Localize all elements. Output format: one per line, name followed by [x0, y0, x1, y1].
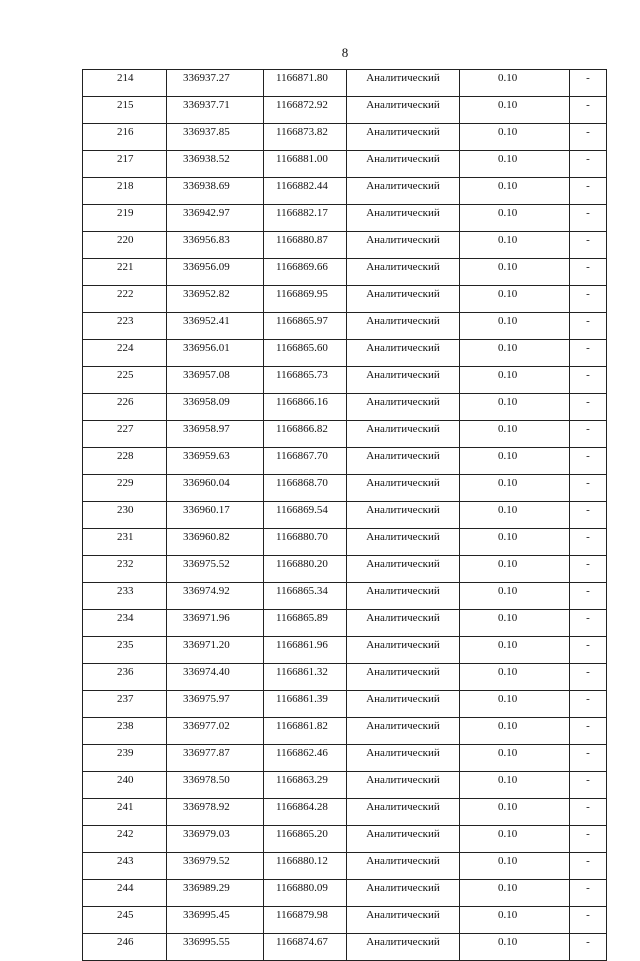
method-cell: Аналитический [347, 232, 460, 259]
method-cell: Аналитический [347, 637, 460, 664]
method-cell: Аналитический [347, 97, 460, 124]
accuracy-cell: 0.10 [460, 583, 570, 610]
table-row [83, 232, 607, 259]
method-cell: Аналитический [347, 772, 460, 799]
y-coordinate-cell: 1166881.00 [264, 151, 347, 178]
accuracy-cell: 0.10 [460, 691, 570, 718]
x-coordinate-cell: 336979.52 [167, 853, 264, 880]
accuracy-cell: 0.10 [460, 853, 570, 880]
accuracy-cell: 0.10 [460, 367, 570, 394]
extra-cell: - [570, 475, 607, 502]
x-coordinate-cell: 336978.92 [167, 799, 264, 826]
point-number-cell: 236 [83, 664, 167, 691]
extra-cell: - [570, 880, 607, 907]
method-cell: Аналитический [347, 799, 460, 826]
y-coordinate-cell: 1166861.32 [264, 664, 347, 691]
extra-cell: - [570, 394, 607, 421]
point-number-cell: 246 [83, 934, 167, 961]
point-number-cell: 238 [83, 718, 167, 745]
point-number-cell: 223 [83, 313, 167, 340]
accuracy-cell: 0.10 [460, 232, 570, 259]
method-cell: Аналитический [347, 340, 460, 367]
accuracy-cell: 0.10 [460, 151, 570, 178]
method-cell: Аналитический [347, 394, 460, 421]
x-coordinate-cell: 336977.02 [167, 718, 264, 745]
accuracy-cell: 0.10 [460, 529, 570, 556]
table-row [83, 340, 607, 367]
accuracy-cell: 0.10 [460, 97, 570, 124]
y-coordinate-cell: 1166882.44 [264, 178, 347, 205]
accuracy-cell: 0.10 [460, 799, 570, 826]
point-number-cell: 224 [83, 340, 167, 367]
point-number-cell: 244 [83, 880, 167, 907]
x-coordinate-cell: 336974.92 [167, 583, 264, 610]
table-row [83, 826, 607, 853]
method-cell: Аналитический [347, 286, 460, 313]
x-coordinate-cell: 336978.50 [167, 772, 264, 799]
extra-cell: - [570, 772, 607, 799]
x-coordinate-cell: 336960.82 [167, 529, 264, 556]
extra-cell: - [570, 610, 607, 637]
point-number-cell: 241 [83, 799, 167, 826]
method-cell: Аналитический [347, 907, 460, 934]
table-row [83, 394, 607, 421]
table-row [83, 124, 607, 151]
table-row [83, 853, 607, 880]
point-number-cell: 245 [83, 907, 167, 934]
y-coordinate-cell: 1166866.16 [264, 394, 347, 421]
y-coordinate-cell: 1166869.66 [264, 259, 347, 286]
x-coordinate-cell: 336971.96 [167, 610, 264, 637]
x-coordinate-cell: 336957.08 [167, 367, 264, 394]
extra-cell: - [570, 583, 607, 610]
extra-cell: - [570, 259, 607, 286]
accuracy-cell: 0.10 [460, 313, 570, 340]
extra-cell: - [570, 97, 607, 124]
y-coordinate-cell: 1166865.60 [264, 340, 347, 367]
extra-cell: - [570, 151, 607, 178]
accuracy-cell: 0.10 [460, 124, 570, 151]
method-cell: Аналитический [347, 583, 460, 610]
y-coordinate-cell: 1166872.92 [264, 97, 347, 124]
x-coordinate-cell: 336952.41 [167, 313, 264, 340]
x-coordinate-cell: 336937.27 [167, 70, 264, 97]
table-row [83, 718, 607, 745]
table-row [83, 610, 607, 637]
point-number-cell: 217 [83, 151, 167, 178]
accuracy-cell: 0.10 [460, 556, 570, 583]
point-number-cell: 242 [83, 826, 167, 853]
table-row [83, 745, 607, 772]
accuracy-cell: 0.10 [460, 664, 570, 691]
x-coordinate-cell: 336942.97 [167, 205, 264, 232]
accuracy-cell: 0.10 [460, 880, 570, 907]
extra-cell: - [570, 502, 607, 529]
point-number-cell: 237 [83, 691, 167, 718]
accuracy-cell: 0.10 [460, 745, 570, 772]
y-coordinate-cell: 1166880.70 [264, 529, 347, 556]
table-row [83, 556, 607, 583]
point-number-cell: 222 [83, 286, 167, 313]
extra-cell: - [570, 826, 607, 853]
extra-cell: - [570, 799, 607, 826]
extra-cell: - [570, 367, 607, 394]
x-coordinate-cell: 336937.85 [167, 124, 264, 151]
x-coordinate-cell: 336952.82 [167, 286, 264, 313]
method-cell: Аналитический [347, 367, 460, 394]
accuracy-cell: 0.10 [460, 421, 570, 448]
accuracy-cell: 0.10 [460, 718, 570, 745]
extra-cell: - [570, 448, 607, 475]
extra-cell: - [570, 664, 607, 691]
table-row [83, 475, 607, 502]
x-coordinate-cell: 336971.20 [167, 637, 264, 664]
table-row [83, 907, 607, 934]
table-row [83, 637, 607, 664]
x-coordinate-cell: 336960.04 [167, 475, 264, 502]
point-number-cell: 240 [83, 772, 167, 799]
y-coordinate-cell: 1166867.70 [264, 448, 347, 475]
method-cell: Аналитический [347, 853, 460, 880]
table-row [83, 259, 607, 286]
method-cell: Аналитический [347, 664, 460, 691]
y-coordinate-cell: 1166863.29 [264, 772, 347, 799]
table-row [83, 934, 607, 961]
method-cell: Аналитический [347, 556, 460, 583]
y-coordinate-cell: 1166869.95 [264, 286, 347, 313]
x-coordinate-cell: 336974.40 [167, 664, 264, 691]
method-cell: Аналитический [347, 880, 460, 907]
extra-cell: - [570, 286, 607, 313]
point-number-cell: 226 [83, 394, 167, 421]
y-coordinate-cell: 1166868.70 [264, 475, 347, 502]
accuracy-cell: 0.10 [460, 907, 570, 934]
point-number-cell: 214 [83, 70, 167, 97]
table-row [83, 367, 607, 394]
point-number-cell: 225 [83, 367, 167, 394]
y-coordinate-cell: 1166862.46 [264, 745, 347, 772]
point-number-cell: 233 [83, 583, 167, 610]
y-coordinate-cell: 1166874.67 [264, 934, 347, 961]
x-coordinate-cell: 336977.87 [167, 745, 264, 772]
table-row [83, 313, 607, 340]
table-row [83, 772, 607, 799]
extra-cell: - [570, 70, 607, 97]
x-coordinate-cell: 336989.29 [167, 880, 264, 907]
y-coordinate-cell: 1166864.28 [264, 799, 347, 826]
y-coordinate-cell: 1166869.54 [264, 502, 347, 529]
accuracy-cell: 0.10 [460, 340, 570, 367]
table-row [83, 178, 607, 205]
method-cell: Аналитический [347, 718, 460, 745]
accuracy-cell: 0.10 [460, 259, 570, 286]
method-cell: Аналитический [347, 205, 460, 232]
table-row [83, 421, 607, 448]
point-number-cell: 232 [83, 556, 167, 583]
extra-cell: - [570, 718, 607, 745]
point-number-cell: 235 [83, 637, 167, 664]
extra-cell: - [570, 853, 607, 880]
extra-cell: - [570, 178, 607, 205]
point-number-cell: 228 [83, 448, 167, 475]
table-row [83, 448, 607, 475]
accuracy-cell: 0.10 [460, 448, 570, 475]
method-cell: Аналитический [347, 934, 460, 961]
x-coordinate-cell: 336956.83 [167, 232, 264, 259]
table-row [83, 151, 607, 178]
y-coordinate-cell: 1166871.80 [264, 70, 347, 97]
y-coordinate-cell: 1166866.82 [264, 421, 347, 448]
y-coordinate-cell: 1166880.20 [264, 556, 347, 583]
x-coordinate-cell: 336959.63 [167, 448, 264, 475]
point-number-cell: 218 [83, 178, 167, 205]
y-coordinate-cell: 1166880.87 [264, 232, 347, 259]
table-row [83, 97, 607, 124]
x-coordinate-cell: 336995.45 [167, 907, 264, 934]
extra-cell: - [570, 934, 607, 961]
method-cell: Аналитический [347, 745, 460, 772]
method-cell: Аналитический [347, 70, 460, 97]
x-coordinate-cell: 336958.97 [167, 421, 264, 448]
table-row [83, 529, 607, 556]
accuracy-cell: 0.10 [460, 826, 570, 853]
point-number-cell: 219 [83, 205, 167, 232]
extra-cell: - [570, 907, 607, 934]
y-coordinate-cell: 1166865.34 [264, 583, 347, 610]
table-row [83, 799, 607, 826]
accuracy-cell: 0.10 [460, 178, 570, 205]
y-coordinate-cell: 1166861.82 [264, 718, 347, 745]
coordinates-table-body [83, 70, 607, 961]
point-number-cell: 231 [83, 529, 167, 556]
method-cell: Аналитический [347, 151, 460, 178]
point-number-cell: 239 [83, 745, 167, 772]
point-number-cell: 216 [83, 124, 167, 151]
accuracy-cell: 0.10 [460, 70, 570, 97]
y-coordinate-cell: 1166879.98 [264, 907, 347, 934]
extra-cell: - [570, 691, 607, 718]
extra-cell: - [570, 340, 607, 367]
accuracy-cell: 0.10 [460, 286, 570, 313]
method-cell: Аналитический [347, 259, 460, 286]
table-row [83, 880, 607, 907]
method-cell: Аналитический [347, 529, 460, 556]
y-coordinate-cell: 1166882.17 [264, 205, 347, 232]
point-number-cell: 230 [83, 502, 167, 529]
method-cell: Аналитический [347, 178, 460, 205]
x-coordinate-cell: 336979.03 [167, 826, 264, 853]
table-row [83, 664, 607, 691]
point-number-cell: 221 [83, 259, 167, 286]
y-coordinate-cell: 1166865.89 [264, 610, 347, 637]
table-row [83, 583, 607, 610]
accuracy-cell: 0.10 [460, 394, 570, 421]
table-row [83, 691, 607, 718]
point-number-cell: 234 [83, 610, 167, 637]
extra-cell: - [570, 556, 607, 583]
y-coordinate-cell: 1166865.20 [264, 826, 347, 853]
accuracy-cell: 0.10 [460, 502, 570, 529]
table-row [83, 502, 607, 529]
table-row [83, 205, 607, 232]
page-number: 8 [341, 45, 349, 60]
extra-cell: - [570, 745, 607, 772]
y-coordinate-cell: 1166861.39 [264, 691, 347, 718]
method-cell: Аналитический [347, 610, 460, 637]
extra-cell: - [570, 232, 607, 259]
y-coordinate-cell: 1166880.09 [264, 880, 347, 907]
y-coordinate-cell: 1166865.97 [264, 313, 347, 340]
extra-cell: - [570, 637, 607, 664]
x-coordinate-cell: 336937.71 [167, 97, 264, 124]
y-coordinate-cell: 1166865.73 [264, 367, 347, 394]
method-cell: Аналитический [347, 475, 460, 502]
extra-cell: - [570, 205, 607, 232]
method-cell: Аналитический [347, 502, 460, 529]
x-coordinate-cell: 336958.09 [167, 394, 264, 421]
x-coordinate-cell: 336938.69 [167, 178, 264, 205]
x-coordinate-cell: 336956.09 [167, 259, 264, 286]
extra-cell: - [570, 124, 607, 151]
point-number-cell: 227 [83, 421, 167, 448]
y-coordinate-cell: 1166880.12 [264, 853, 347, 880]
y-coordinate-cell: 1166861.96 [264, 637, 347, 664]
method-cell: Аналитический [347, 691, 460, 718]
point-number-cell: 215 [83, 97, 167, 124]
x-coordinate-cell: 336995.55 [167, 934, 264, 961]
table-row [83, 70, 607, 97]
coordinates-table [82, 69, 607, 961]
extra-cell: - [570, 421, 607, 448]
x-coordinate-cell: 336975.52 [167, 556, 264, 583]
point-number-cell: 243 [83, 853, 167, 880]
y-coordinate-cell: 1166873.82 [264, 124, 347, 151]
method-cell: Аналитический [347, 421, 460, 448]
table-row [83, 286, 607, 313]
method-cell: Аналитический [347, 313, 460, 340]
point-number-cell: 229 [83, 475, 167, 502]
accuracy-cell: 0.10 [460, 772, 570, 799]
x-coordinate-cell: 336975.97 [167, 691, 264, 718]
method-cell: Аналитический [347, 124, 460, 151]
x-coordinate-cell: 336960.17 [167, 502, 264, 529]
extra-cell: - [570, 313, 607, 340]
x-coordinate-cell: 336956.01 [167, 340, 264, 367]
method-cell: Аналитический [347, 826, 460, 853]
accuracy-cell: 0.10 [460, 637, 570, 664]
point-number-cell: 220 [83, 232, 167, 259]
method-cell: Аналитический [347, 448, 460, 475]
accuracy-cell: 0.10 [460, 610, 570, 637]
extra-cell: - [570, 529, 607, 556]
x-coordinate-cell: 336938.52 [167, 151, 264, 178]
accuracy-cell: 0.10 [460, 205, 570, 232]
accuracy-cell: 0.10 [460, 475, 570, 502]
accuracy-cell: 0.10 [460, 934, 570, 961]
